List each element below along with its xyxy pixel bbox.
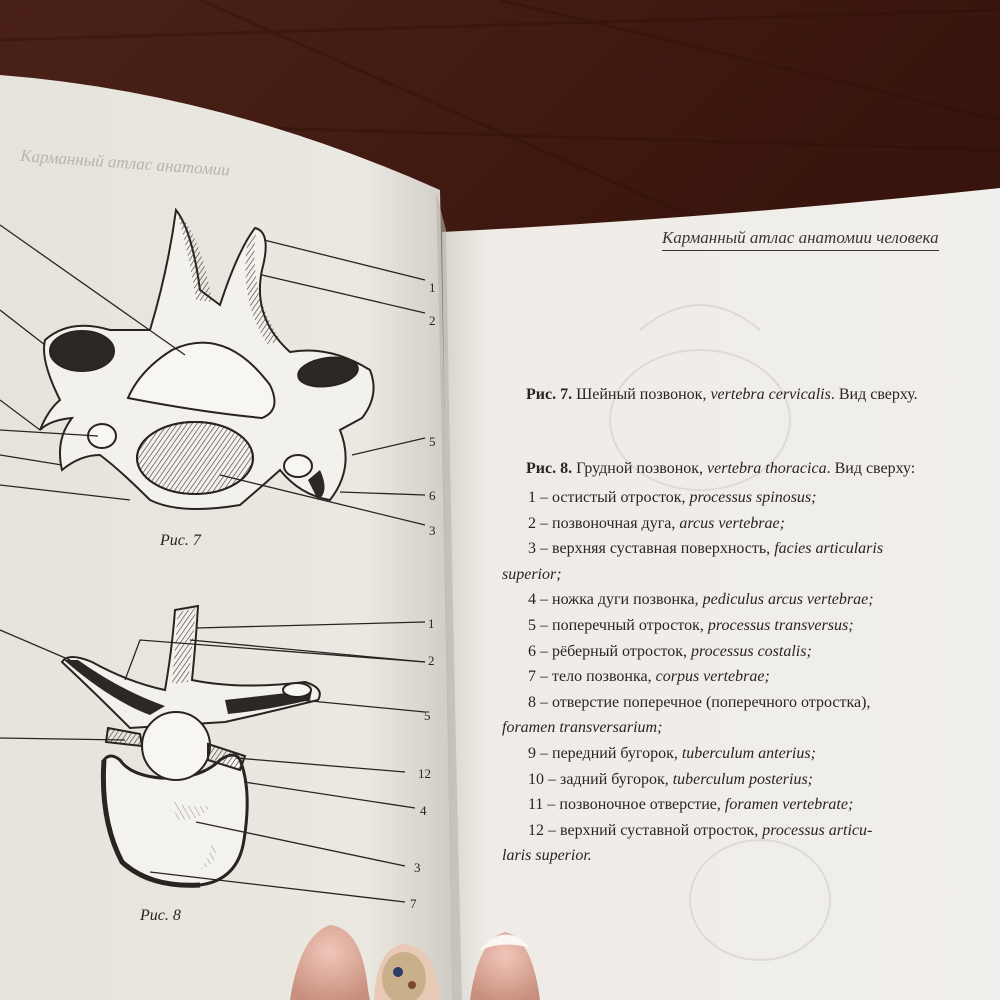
legend-item: 11 – позвоночное отверстие, foramen vertebrate; xyxy=(528,796,854,814)
legend-item-continuation: laris superior. xyxy=(502,847,592,865)
fig7-label: Рис. 7 xyxy=(160,532,201,549)
caption-fig8-text: Грудной позвонок, xyxy=(572,460,708,477)
caption-fig7 xyxy=(526,386,918,404)
fig8-callout-3: 3 xyxy=(414,860,421,875)
fig8-label: Рис. 8 xyxy=(140,907,181,924)
svg-text:Карманный атлас анатомии: Карманный атлас анатомии xyxy=(19,145,231,180)
running-header: Карманный атлас анатомии человека xyxy=(662,228,939,251)
legend-item: 9 – передний бугорок, tuberculum anterius; xyxy=(528,744,816,762)
legend-item: 1 – остистый отросток, processus spinosus; xyxy=(528,489,817,506)
legend-item: 6 – рёберный отросток, processus costalis; xyxy=(528,642,812,660)
caption-fig7-tail: . Вид сверху. xyxy=(830,386,918,403)
caption-fig7-latin: vertebra cervicalis xyxy=(710,386,831,403)
legend-item: 10 – задний бугорок, tuberculum posterius; xyxy=(528,770,813,788)
legend-item: 2 – позвоночная дуга, arcus vertebrae; xyxy=(528,514,785,532)
fig8-callout-2: 2 xyxy=(428,653,435,668)
fig7-callout-2: 2 xyxy=(429,313,436,328)
fig8-callout-5: 5 xyxy=(424,708,431,723)
fig7-callout-5: 5 xyxy=(429,434,436,449)
fig8-callout-1: 1 xyxy=(428,616,435,631)
caption-fig8-tail: . Вид сверху: xyxy=(826,460,916,477)
caption-fig7-text: Шейный позвонок, xyxy=(572,386,711,403)
caption-fig8-label: Рис. 8. xyxy=(526,460,573,477)
caption-fig8 xyxy=(526,460,915,478)
fig7-callout-3: 3 xyxy=(429,523,436,538)
legend-item: 8 – отверстие поперечное (поперечного отростка), xyxy=(528,693,871,711)
legend-item-continuation: foramen transversarium; xyxy=(502,719,663,737)
fig8-callout-7: 7 xyxy=(410,896,417,911)
caption-fig7-label: Рис. 7. xyxy=(526,386,573,403)
legend-item: 7 – тело позвонка, corpus vertebrae; xyxy=(528,668,770,686)
caption-fig8-latin: vertebra thoracica xyxy=(707,460,827,477)
legend-item-continuation: superior; xyxy=(502,565,562,583)
fig8-callout-4: 4 xyxy=(420,803,427,818)
fig7-callout-6: 6 xyxy=(429,488,436,503)
legend-item: 3 – верхняя суставная поверхность, facies articularis xyxy=(528,540,884,558)
fig8-callout-12: 12 xyxy=(418,766,431,781)
legend-item: 12 – верхний суставной отросток, processus articu- xyxy=(528,821,873,839)
fig7-callout-1: 1 xyxy=(429,280,436,295)
legend-list xyxy=(502,485,1000,869)
legend-item: 5 – поперечный отросток, processus transversus; xyxy=(528,616,854,634)
legend-item: 4 – ножка дуги позвонка, pediculus arcus vertebrae; xyxy=(528,591,874,609)
